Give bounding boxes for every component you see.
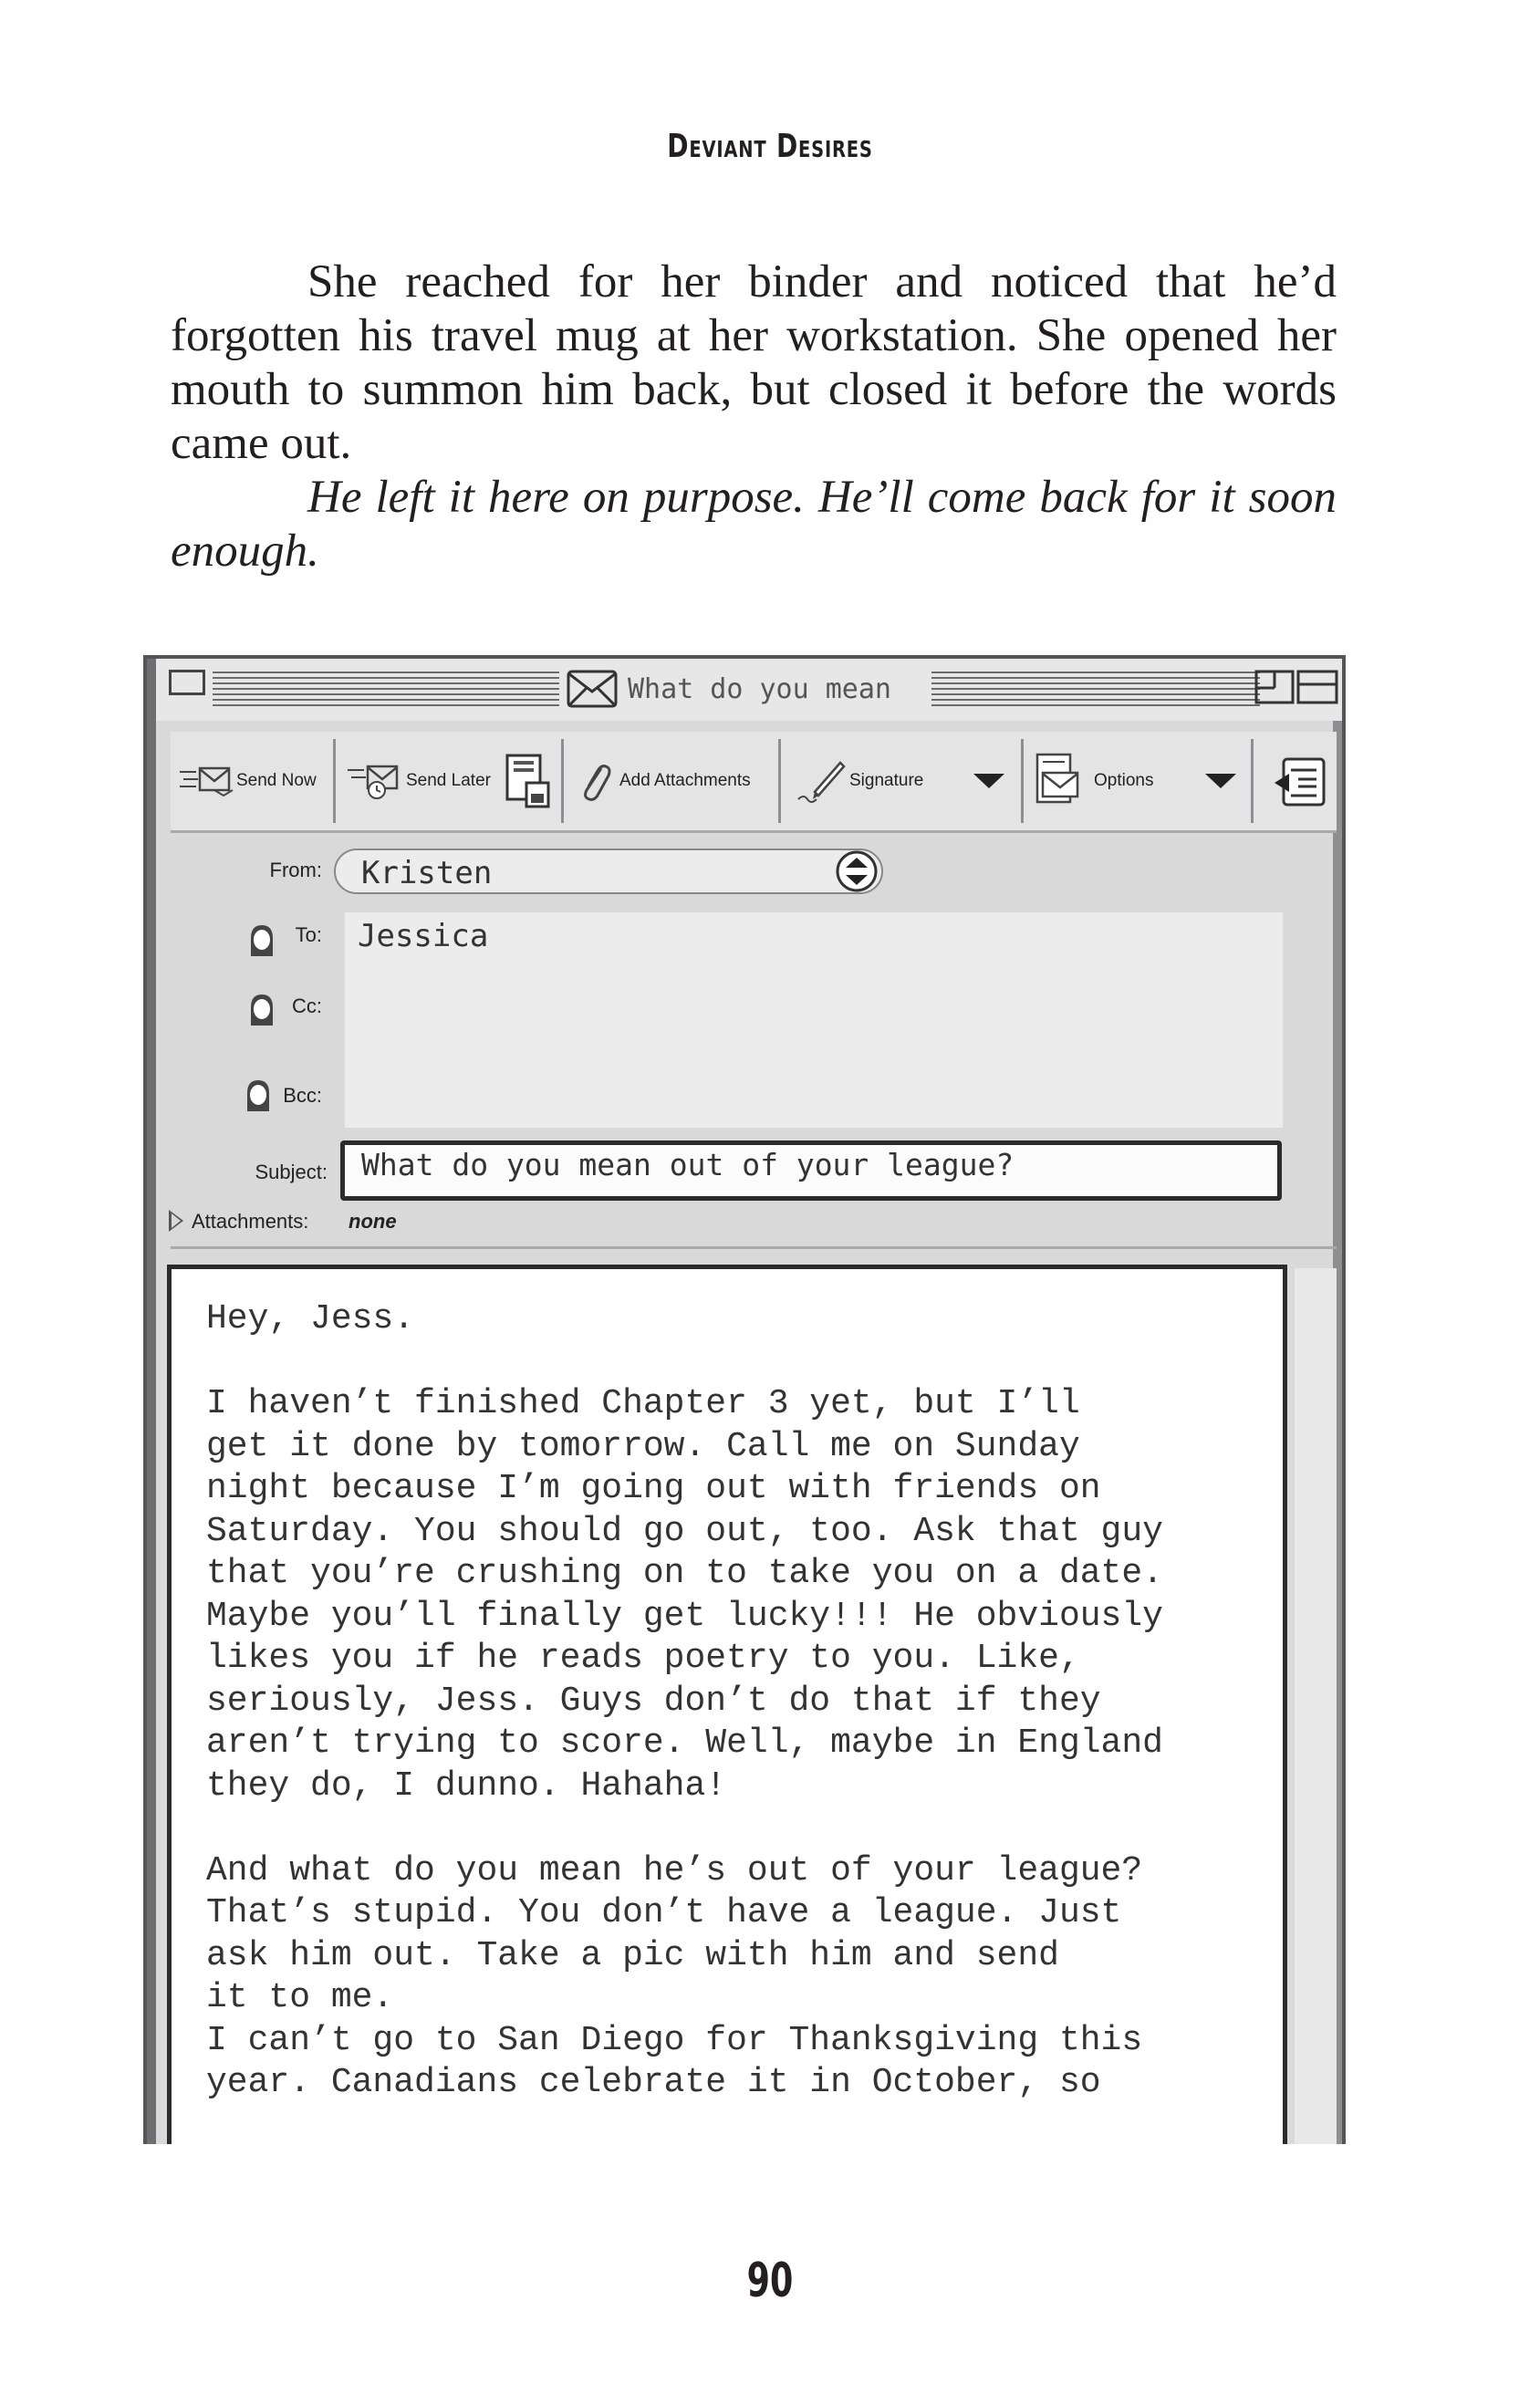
window-resize-icon[interactable] [1254,668,1338,706]
email-window [143,655,1346,2144]
prose-italic-thought: He left it here on purpose. He’ll come back for it soon enough. [171,472,1337,577]
header-divider [171,1246,1337,1249]
collapse-panel-icon[interactable] [1271,757,1326,807]
scrollbar[interactable] [1295,1268,1337,2144]
title-bar-stripes [213,672,559,708]
options-icon [1032,753,1083,809]
from-select[interactable] [334,849,883,894]
prose-block [171,255,1337,578]
recipients-field[interactable] [345,912,1283,1128]
subject-value: What do you mean out of your league? [361,1147,1015,1182]
page-number: 90 [746,2254,794,2308]
to-value: Jessica [358,918,489,954]
contact-avatar-icon [247,993,276,1027]
send-later-button[interactable] [346,732,491,830]
options-label: Options [1094,771,1154,790]
bcc-label: Bcc: [283,1084,322,1107]
add-attachments-button[interactable] [576,732,751,830]
toolbar-divider [1021,739,1024,823]
toolbar [171,732,1337,833]
send-later-label: Send Later [406,771,491,790]
signature-label: Signature [849,771,924,790]
from-label: From: [269,859,322,881]
send-now-button[interactable] [178,732,317,830]
options-button[interactable] [1032,732,1153,830]
options-dropdown-icon[interactable] [1205,774,1236,790]
envelope-icon [567,670,618,708]
stepper-arrows-icon[interactable] [834,850,879,892]
contact-avatar-icon [247,923,276,958]
toolbar-divider [561,739,564,823]
signature-dropdown-icon[interactable] [973,774,1004,790]
cc-label: Cc: [292,994,322,1017]
window-title: What do you mean [624,667,895,713]
window-frame-left [147,659,156,2144]
contact-avatar-icon [244,1078,273,1113]
toolbar-divider [778,739,781,823]
attachments-toggle-icon[interactable] [169,1210,183,1232]
title-bar[interactable] [156,659,1342,721]
send-later-icon [346,761,406,801]
pen-icon [796,757,848,805]
add-attachments-label: Add Attachments [619,771,751,790]
attachments-value: none [349,1210,397,1233]
prose-paragraph: She reached for her binder and noticed that he’d forgotten his travel mug at her workstation. She opened her mouth to summon him back, but closed it before the words came out. [171,256,1337,469]
paperclip-icon [576,759,612,803]
title-bar-stripes-right [931,672,1260,708]
from-value: Kristen [361,855,493,891]
running-head: Deviant Desires [667,128,873,165]
message-body-pane[interactable] [167,1265,1287,2144]
to-label: To: [295,923,322,946]
window-menu-icon[interactable] [169,670,205,695]
subject-label: Subject: [255,1161,328,1183]
subject-input[interactable] [340,1140,1282,1201]
toolbar-divider [333,739,336,823]
message-body: Hey, Jess. I haven’t finished Chapter 3 yet, but I’ll get it done by tomorrow. Call me on Sunday night because I’m going out with friends on Saturday. You should go out, too. Ask that guy that you’re crushing on to take you on a date. Maybe you’ll finally get lucky!!! He obviously likes you if he reads poetry to you. Like, seriously, Jess. Guys don’t do that if they aren’t trying to score. Well, maybe in England they do, I dunno. Hahaha! And what do you mean he’s out of your league? That’s stupid. You don’t have a league. Just ask him out. Take a pic with him and send it to me. I can’t go to San Diego for Thanksgiving this year. Canadians celebrate it in October, so [206,1299,1163,2102]
send-now-icon [178,763,236,799]
attachments-label: Attachments: [192,1210,309,1233]
draft-save-icon[interactable] [505,754,550,808]
toolbar-divider [1251,739,1254,823]
send-now-label: Send Now [236,771,317,790]
signature-button[interactable] [796,732,923,830]
